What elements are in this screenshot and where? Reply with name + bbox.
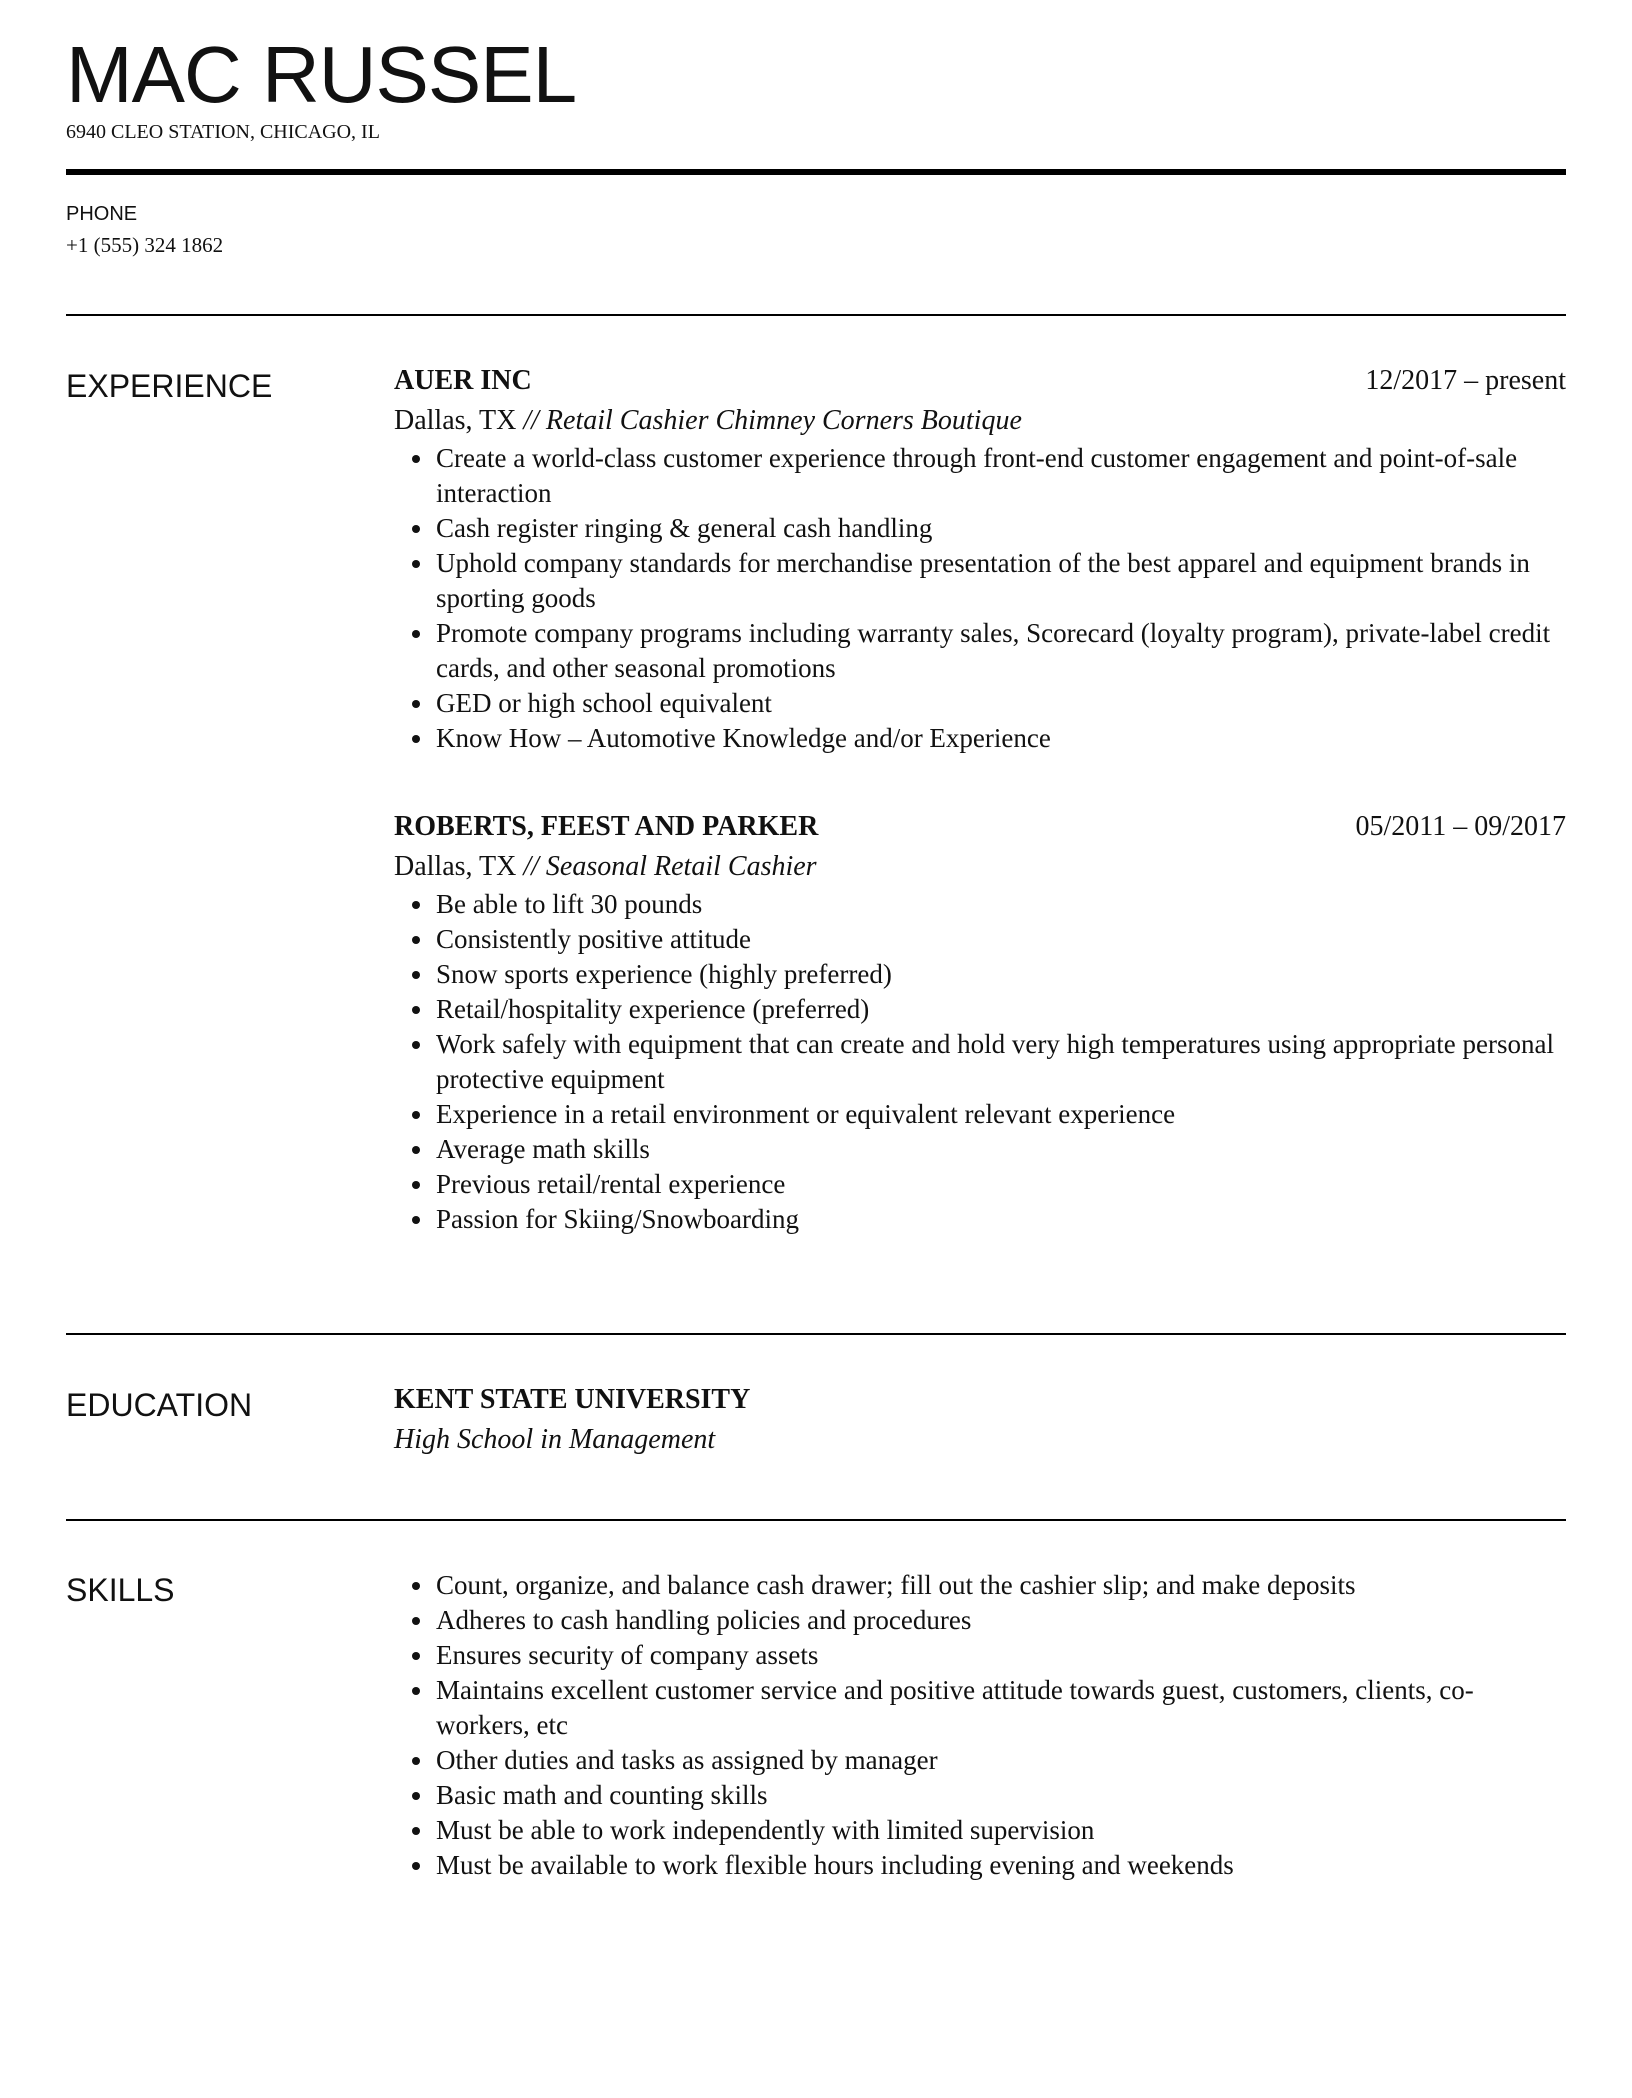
list-item: Basic math and counting skills	[436, 1778, 1566, 1813]
job-role: Seasonal Retail Cashier	[545, 851, 817, 882]
education-school: KENT STATE UNIVERSITY	[394, 1384, 751, 1415]
list-item: Uphold company standards for merchandise presentation of the best apparel and equipment brands in sporting goods	[436, 546, 1566, 616]
experience-heading: EXPERIENCE	[66, 368, 273, 404]
list-item: Experience in a retail environment or equivalent relevant experience	[436, 1097, 1566, 1132]
list-item: Work safely with equipment that can create and hold very high temperatures using appropriate personal protective equipment	[436, 1027, 1566, 1097]
job-subtitle	[394, 401, 1566, 441]
list-item: Adheres to cash handling policies and procedures	[436, 1603, 1566, 1638]
candidate-address: 6940 CLEO STATION, CHICAGO, IL	[66, 121, 380, 143]
education-degree: High School in Management	[394, 1424, 716, 1455]
section-divider	[66, 314, 1566, 316]
list-item: Maintains excellent customer service and positive attitude towards guest, customers, clients, co-workers, etc	[436, 1673, 1566, 1743]
list-item: Know How – Automotive Knowledge and/or Experience	[436, 721, 1566, 756]
job-role: Retail Cashier Chimney Corners Boutique	[545, 405, 1022, 436]
job-location: Dallas, TX	[394, 851, 517, 882]
list-item: Ensures security of company assets	[436, 1638, 1566, 1673]
list-item: Count, organize, and balance cash drawer; fill out the cashier slip; and make deposits	[436, 1568, 1566, 1603]
job-bullets	[394, 441, 1566, 756]
candidate-name: MAC RUSSEL	[66, 30, 577, 119]
list-item: Cash register ringing & general cash handling	[436, 511, 1566, 546]
section-divider	[66, 1333, 1566, 1335]
list-item: Previous retail/rental experience	[436, 1167, 1566, 1202]
phone-label: PHONE	[66, 203, 138, 225]
job-separator: //	[516, 405, 546, 436]
list-item: Promote company programs including warranty sales, Scorecard (loyalty program), private-label credit cards, and other seasonal promotions	[436, 616, 1566, 686]
job-entry	[394, 361, 1566, 756]
job-location: Dallas, TX	[394, 405, 517, 436]
job-bullets	[394, 887, 1566, 1237]
education-heading: EDUCATION	[66, 1387, 253, 1423]
list-item: Average math skills	[436, 1132, 1566, 1167]
job-subtitle	[394, 847, 1566, 887]
list-item: Other duties and tasks as assigned by manager	[436, 1743, 1566, 1778]
job-dates: 12/2017 – present	[1365, 365, 1566, 396]
list-item: Be able to lift 30 pounds	[436, 887, 1566, 922]
job-company: AUER INC	[394, 365, 532, 396]
job-dates: 05/2011 – 09/2017	[1355, 811, 1566, 842]
list-item: Create a world-class customer experience through front-end customer engagement and point-of-sale interaction	[436, 441, 1566, 511]
experience-content	[394, 361, 1566, 1237]
list-item: GED or high school equivalent	[436, 686, 1566, 721]
list-item: Consistently positive attitude	[436, 922, 1566, 957]
education-content	[394, 1380, 1566, 1460]
skills-content	[394, 1568, 1566, 1883]
list-item: Snow sports experience (highly preferred)	[436, 957, 1566, 992]
section-divider	[66, 1519, 1566, 1521]
header-divider	[66, 169, 1566, 175]
phone-number: +1 (555) 324 1862	[66, 233, 224, 257]
list-item: Must be available to work flexible hours including evening and weekends	[436, 1848, 1566, 1883]
job-separator: //	[516, 851, 546, 882]
list-item: Must be able to work independently with limited supervision	[436, 1813, 1566, 1848]
job-company: ROBERTS, FEEST AND PARKER	[394, 811, 819, 842]
list-item: Passion for Skiing/Snowboarding	[436, 1202, 1566, 1237]
skills-heading: SKILLS	[66, 1572, 175, 1608]
job-entry	[394, 807, 1566, 1237]
list-item: Retail/hospitality experience (preferred)	[436, 992, 1566, 1027]
skills-list	[394, 1568, 1566, 1883]
